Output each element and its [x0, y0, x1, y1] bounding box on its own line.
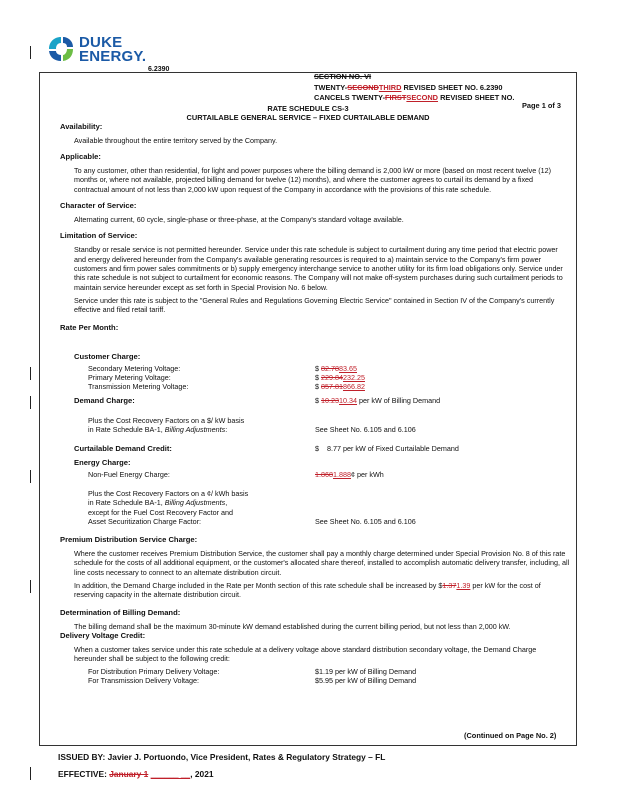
- duke-energy-logo: [46, 34, 156, 70]
- applicable-text: To any customer, other than residential, for light and power purposes where the billing demand is 2,000 kW or more (based on most recent twelve (12) months or, where not available, projected billing demand for twelve (12) months), and where the customer agrees to curtail its demand by a fixed contractual amount of not less than 2,000 kW upon request of the Company in accordance with the provisions of this rate schedule.: [74, 166, 552, 194]
- schedule-title: CURTAILABLE GENERAL SERVICE – FIXED CURTAILABLE DEMAND: [186, 113, 430, 122]
- section-number: SECTION NO. VI: [314, 72, 372, 81]
- curtailable-credit-label: Curtailable Demand Credit:: [74, 444, 172, 453]
- billing-demand-heading: Determination of Billing Demand:: [60, 607, 181, 617]
- cancels-line: CANCELS TWENTY-FIRSTSECOND REVISED SHEET NO.: [314, 93, 515, 102]
- delivery-heading: Delivery Voltage Credit:: [60, 630, 146, 640]
- logo-word-duke: DUKE: [79, 34, 123, 51]
- availability-heading: Availability:: [60, 122, 103, 131]
- character-text: Alternating current, 60 cycle, single-phase or three-phase, at the Company's standard voltage available.: [74, 215, 404, 225]
- page-number: Page 1 of 3: [522, 101, 562, 110]
- transmission-label: Transmission Metering Voltage:: [88, 382, 189, 391]
- primary-value: $ 229.84232.25: [315, 373, 365, 382]
- revision-bar: [30, 46, 31, 59]
- availability-text: Available throughout the entire territory served by the Company.: [74, 135, 278, 145]
- character-heading: Character of Service:: [60, 201, 137, 211]
- delivery-trans-value: $5.95 per kW of Billing Demand: [315, 676, 417, 685]
- demand-charge-value: $ 10.2310.34 per kW of Billing Demand: [315, 396, 441, 405]
- rate-heading: Rate Per Month:: [60, 322, 119, 332]
- limitation-text: Standby or resale service is not permitted hereunder. Service under this rate schedule is subject to curtailment during any time period that electric power and energy delivered hereunder from the Company's available generating resources is required to a) maintain service to the Company's firm power customers and firm power sales commitments or b) supply emergency interchange service to another utility for its firm load obligations only. Service under this rate schedule is not subject to curtailment for economic reasons. The Company will not make off-system purchases during such curtailment periods to maintain service hereunder except as set forth in Special Provision No. 6 below.: [74, 245, 563, 292]
- limitation-text-2: Service under this rate is subject to the "General Rules and Regulations Governing Electric Service" contained in Section IV of the Company's currently effective and filed retail tariff.: [74, 296, 555, 315]
- see-sheet-1: See Sheet No. 6.105 and 6.106: [315, 425, 416, 434]
- see-sheet-2: See Sheet No. 6.105 and 6.106: [315, 517, 416, 526]
- nonfuel-value: 1.8681.888¢ per kWh: [315, 470, 384, 479]
- schedule-name: RATE SCHEDULE CS-3: [267, 104, 349, 113]
- effective-date: EFFECTIVE: January 1 ______ __, 2021: [58, 769, 214, 779]
- revision-bar: [30, 367, 31, 380]
- revision-bar: [30, 767, 31, 780]
- continued-note: (Continued on Page No. 2): [464, 731, 557, 740]
- duke-energy-logo-icon: [46, 34, 76, 64]
- transmission-value: $ 857.81866.82: [315, 382, 365, 391]
- curtailable-credit-value: $ 8.77 per kW of Fixed Curtailable Demand: [315, 444, 459, 453]
- delivery-dist-value: $1.19 per kW of Billing Demand: [315, 667, 417, 676]
- issued-by: ISSUED BY: Javier J. Portuondo, Vice President, Rates & Regulatory Strategy – FL: [58, 752, 386, 762]
- sheet-code: 6.2390: [148, 66, 170, 73]
- primary-label: Primary Metering Voltage:: [88, 373, 171, 382]
- premium-text: Where the customer receives Premium Distribution Service, the customer shall pay a monthly charge determined under Special Provision No. 8 of this rate schedule for the costs of all additional equipment, or the customer's allocated share thereof, installed to accomplish automatic delivery transfer, including, all line costs necessary to connect to an alternate distribution circuit.: [74, 548, 570, 577]
- premium-text-2: In addition, the Demand Charge included in the Rate per Month section of this rate schedule shall be increased by $1.371.39 per kW for the cost of reserving capacity in the alternate distribution circuit.: [74, 580, 541, 600]
- revision-bar: [30, 580, 31, 593]
- limitation-heading: Limitation of Service:: [60, 231, 138, 241]
- energy-charge-heading: Energy Charge:: [74, 458, 131, 467]
- customer-charge-heading: Customer Charge:: [74, 352, 141, 361]
- demand-charge-label: Demand Charge:: [74, 396, 135, 405]
- delivery-trans-label: For Transmission Delivery Voltage:: [88, 676, 200, 685]
- revision-bar: [30, 396, 31, 409]
- premium-heading: Premium Distribution Service Charge:: [60, 535, 198, 544]
- revision-bar: [30, 470, 31, 483]
- nonfuel-label: Non-Fuel Energy Charge:: [88, 470, 170, 479]
- logo-word-energy: ENERGY.: [79, 48, 147, 65]
- delivery-dist-label: For Distribution Primary Delivery Voltage:: [88, 667, 220, 676]
- crf-kwh-note: Plus the Cost Recovery Factors on a ¢/ kWh basis in Rate Schedule BA-1, Billing Adjustments, except for the Fuel Cost Recovery Factor and Asset Securitization Charge Factor:: [88, 489, 249, 527]
- billing-demand-text: The billing demand shall be the maximum 30-minute kW demand established during the current billing period, but not less than 2,000 kW.: [74, 621, 511, 631]
- revision-line: TWENTY-SECONDTHIRD REVISED SHEET NO. 6.2390: [314, 82, 503, 92]
- delivery-text: When a customer takes service under this rate schedule at a delivery voltage above standard distribution secondary voltage, the Demand Charge hereunder shall be subject to the following credit:: [74, 644, 537, 664]
- secondary-label: Secondary Metering Voltage:: [88, 364, 181, 373]
- applicable-heading: Applicable:: [60, 152, 101, 162]
- crf-kw-note: Plus the Cost Recovery Factors on a $/ kW basis in Rate Schedule BA-1, Billing Adjustments:: [88, 416, 245, 435]
- secondary-value: $ 82.7883.65: [315, 364, 357, 373]
